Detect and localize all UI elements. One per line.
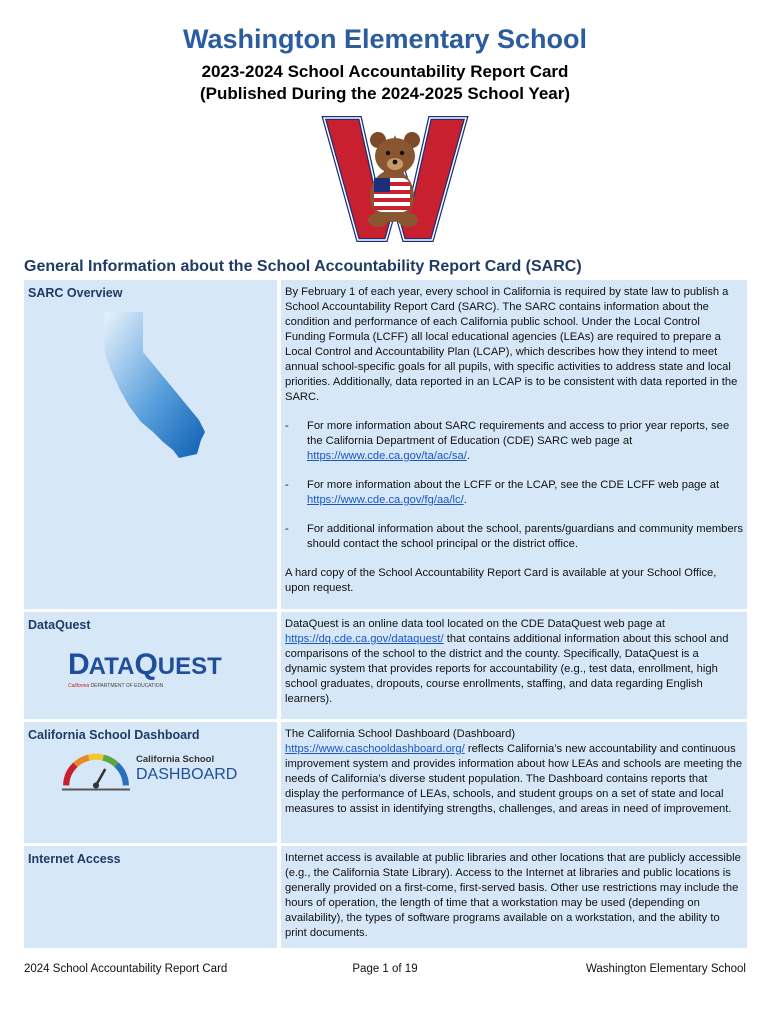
dataquest-text [285, 617, 743, 707]
row-internet-access [24, 846, 747, 948]
row-header-cell [24, 612, 277, 719]
row-dataquest [24, 612, 747, 719]
school-logo-w-bear [320, 112, 470, 246]
bullet-marker: - [285, 479, 289, 491]
footer-page-number: Page 1 of 19 [352, 963, 418, 975]
row-title-internet-access: Internet Access [28, 852, 121, 866]
row-title-dashboard: California School Dashboard [28, 728, 200, 742]
dataquest-logo-d: D [68, 648, 89, 681]
bullet-text [307, 478, 743, 508]
dashboard-logo-line1: California School [136, 754, 215, 765]
row-content-internet-access [281, 846, 747, 948]
bullet-end: . [463, 494, 467, 506]
internet-text: Internet access is available at public libraries and other locations that are publicly accessible (e.g., the California State Library). Access to the Internet at libraries and public locations is generally provided on a first-come, first-served basis. Other use restrictions may include the hours of operation, the length of time that a workstation may be used (depending on availability), the types of software programs available on a workstation, and the ability to print documents. [285, 852, 741, 939]
bullet-marker: - [285, 420, 289, 432]
dataquest-logo-ata: ATA [88, 653, 135, 680]
dashboard-text-before: The California School Dashboard (Dashboard) [285, 728, 516, 740]
section-heading: General Information about the School Accountability Report Card (SARC) [24, 258, 582, 275]
bullet-end: . [466, 450, 470, 462]
dashboard-text-after: reflects California’s new accountability and continuous improvement system and provides information about how LEAs and schools are meeting the needs of California’s diverse student population. The Dashboard contains reports that display the performance of LEAs, schools, and student groups on a set of state and local measures to assist in identifying strengths, challenges, and areas in need of improvement. [285, 743, 743, 815]
bullet-text: For additional information about the school, parents/guardians and community members should contact the school principal or the district office. [307, 523, 743, 550]
footer-report-name: 2024 School Accountability Report Card [24, 963, 228, 975]
school-title: Washington Elementary School [182, 24, 588, 54]
dataquest-text-after: that contains additional information about this school and comparisons of the school to the district and the county. Specifically, DataQuest is a dynamic system that provides reports for accountability (e.g., test data, enrollment, high school graduates, dropouts, course enrollments, staffing, and data regarding English learners). [285, 633, 729, 705]
bullet-sarc-info [285, 419, 743, 464]
row-title-dataquest: DataQuest [28, 618, 91, 632]
dataquest-logo-sub: DEPARTMENT OF EDUCATION [90, 683, 164, 689]
lcff-web-link[interactable]: https://www.cde.ca.gov/fg/aa/lc/ [307, 494, 464, 506]
sarc-info-table [24, 280, 747, 951]
sarc-web-link[interactable]: https://www.cde.ca.gov/ta/ac/sa/ [307, 450, 467, 462]
row-content-dataquest [281, 612, 747, 719]
bullet-contact-info [285, 522, 743, 552]
bullet-body: For more information about SARC requirements and access to prior year reports, see the California Department of Education (CDE) SARC web page at [307, 420, 730, 447]
row-sarc-overview [24, 280, 747, 609]
report-title: 2023-2024 School Accountability Report Card [201, 62, 569, 81]
dataquest-link[interactable]: https://dq.cde.ca.gov/dataquest/ [285, 633, 444, 645]
row-content-sarc-overview [281, 280, 747, 609]
row-content-dashboard [281, 722, 747, 843]
row-header-cell [24, 846, 277, 948]
published-note: (Published During the 2024-2025 School Year) [199, 84, 571, 103]
dataquest-logo [68, 648, 238, 698]
california-map-icon [100, 310, 212, 460]
bullet-body: For more information about the LCFF or the LCAP, see the CDE LCFF web page at [307, 479, 720, 491]
dataquest-logo-q: Q [134, 648, 158, 681]
hard-copy-note: A hard copy of the School Accountability Report Card is available at your School Office, upon request. [285, 567, 717, 594]
footer-school-name: Washington Elementary School [585, 963, 746, 975]
dataquest-logo-uest: UEST [157, 653, 222, 680]
dashboard-link[interactable]: https://www.caschooldashboard.org/ [285, 743, 465, 755]
dataquest-logo-ca: California [68, 683, 90, 689]
bullet-lcff-info [285, 478, 743, 508]
dataquest-text-before: DataQuest is an online data tool located on the CDE DataQuest web page at [285, 618, 665, 630]
row-title-sarc-overview: SARC Overview [28, 286, 123, 300]
dashboard-text [285, 727, 743, 817]
overview-intro: By February 1 of each year, every school in California is required by state law to publish a School Accountability Report Card (SARC). The SARC contains information about the condition and performance of each California public school. Under the Local Control Funding Formula (LCFF) all local educational agencies (LEAs) are required to prepare a Local Control and Accountability Plan (LCAP), which describes how they intend to meet annual school-specific goals for all pupils, with specific activities to address state and local priorities. Additionally, data reported in an LCAP is to be consistent with data reported in the SARC. [285, 286, 738, 403]
row-dashboard [24, 722, 747, 843]
row-header-cell [24, 722, 277, 843]
row-header-cell [24, 280, 277, 609]
bullet-marker: - [285, 523, 289, 535]
dashboard-logo-line2: DASHBOARD [136, 766, 238, 783]
dashboard-gauge-icon [60, 750, 132, 792]
bullet-text [307, 419, 743, 464]
